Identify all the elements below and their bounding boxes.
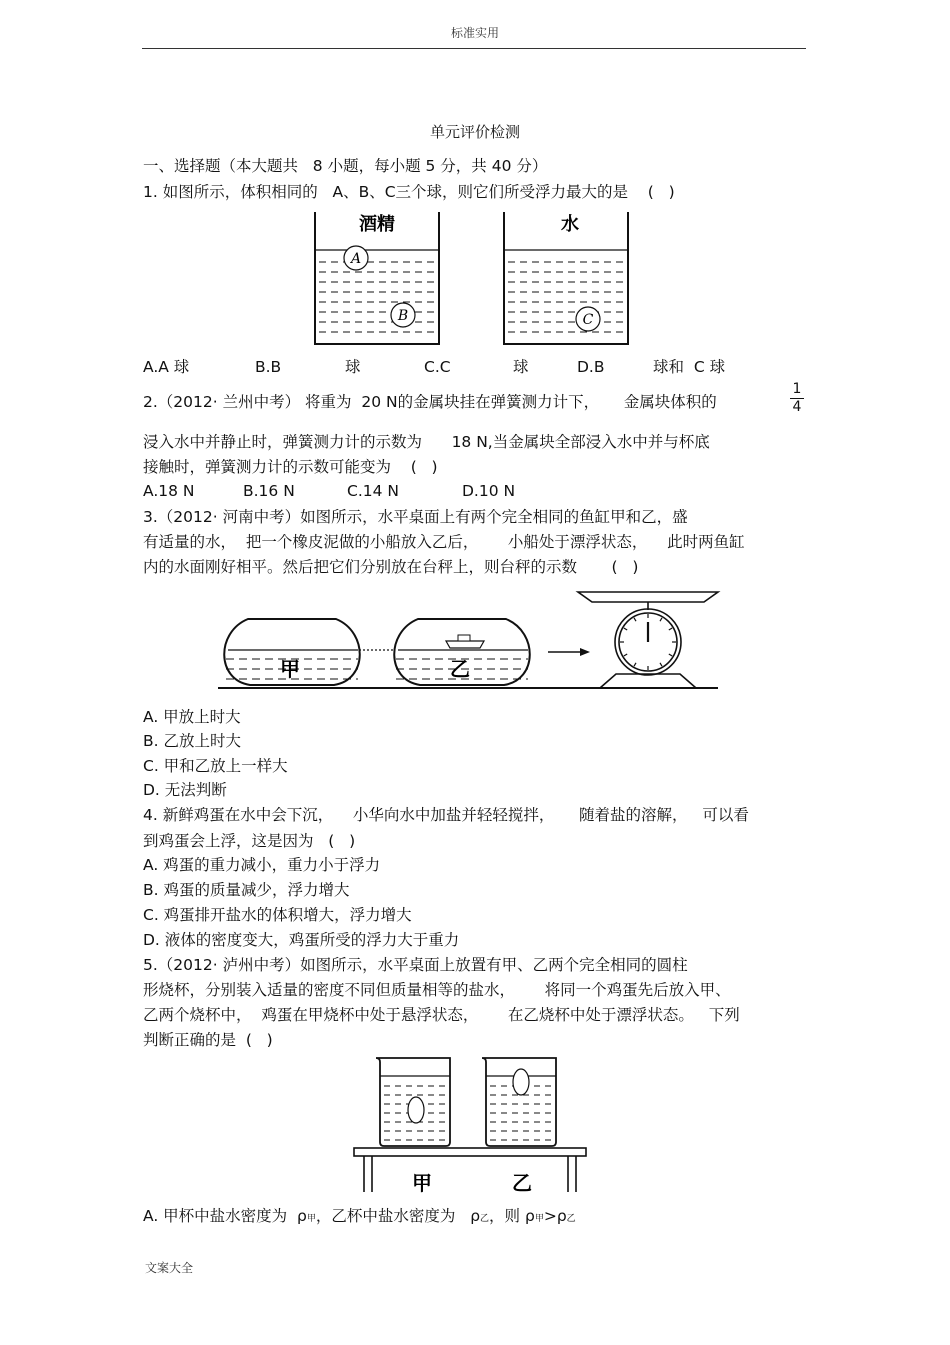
boat	[446, 641, 484, 648]
header-rule	[142, 48, 806, 49]
q1-stem: 1. 如图所示，体积相同的 A、B、C三个球，则它们所受浮力最大的是 ( )	[143, 183, 675, 201]
q2-line-2: 浸入水中并静止时，弹簧测力计的示数为 18 N,当金属块全部浸入水中并与杯底	[143, 433, 710, 451]
q3-option-c: C. 甲和乙放上一样大	[143, 757, 288, 775]
q1-option-a: A.A 球	[143, 358, 190, 376]
q5-option-a	[143, 1206, 576, 1229]
egg-in-jia	[408, 1097, 424, 1123]
fraction-denominator: 4	[792, 399, 802, 415]
fraction-one-quarter	[790, 381, 804, 416]
page-footer: 文案大全	[145, 1261, 194, 1275]
arrow-head	[580, 648, 590, 656]
q5-figure-beakers	[350, 1052, 595, 1197]
q5-opt-a-sub3: 甲	[534, 1214, 544, 1224]
q3-option-a: A. 甲放上时大	[143, 708, 241, 726]
q1-option-c: C.C	[424, 358, 451, 376]
q3-line-3: 内的水面刚好相平。然后把它们分别放在台秤上，则台秤的示数 ( )	[143, 558, 639, 576]
scale-tick	[624, 628, 627, 630]
q5-opt-a-sub1: 甲	[306, 1214, 316, 1224]
scale-tick	[634, 618, 636, 621]
q1-option-b-suffix: 球	[345, 358, 361, 376]
scale-tick	[669, 654, 672, 656]
q3-figure-fish-tanks-and-scale	[218, 588, 723, 693]
q5-opt-a-mid: ，乙杯中盐水密度为 ρ	[315, 1207, 481, 1225]
q1-option-d: D.B	[577, 358, 605, 376]
scale-tick	[660, 618, 662, 621]
q3-option-d: D. 无法判断	[143, 781, 227, 799]
ball-c-label: C	[582, 312, 594, 328]
q4-option-c: C. 鸡蛋排开盐水的体积增大，浮力增大	[143, 906, 412, 924]
egg-in-yi	[513, 1069, 529, 1095]
q3-option-b: B. 乙放上时大	[143, 732, 241, 750]
q5-line-1: 5.（2012· 泸州中考）如图所示，水平桌面上放置有甲、乙两个完全相同的圆柱	[143, 956, 688, 974]
q5-opt-a-sub2: 乙	[480, 1214, 490, 1224]
q1-option-c-suffix: 球	[513, 358, 529, 376]
boat-cabin	[458, 635, 470, 641]
q2-option-b: B.16 N	[243, 482, 295, 500]
q3-line-1: 3.（2012· 河南中考）如图所示，水平桌面上有两个完全相同的鱼缸甲和乙，盛	[143, 508, 688, 526]
q5-line-3: 乙两个烧杯中， 鸡蛋在甲烧杯中处于悬浮状态， 在乙烧杯中处于漂浮状态。 下列	[143, 1006, 740, 1024]
q5-opt-a-gt: >ρ	[543, 1207, 567, 1225]
section-heading: 一、选择题（本大题共 8 小题，每小题 5 分，共 40 分）	[143, 157, 548, 175]
ball-b-label: B	[397, 308, 409, 324]
q5-line-2: 形烧杯，分别装入适量的密度不同但质量相等的盐水， 将同一个鸡蛋先后放入甲、	[143, 981, 731, 999]
scale-tick	[669, 628, 672, 630]
q5-line-4: 判断正确的是 ( )	[143, 1031, 273, 1049]
scale-tick	[634, 663, 636, 666]
q4-option-d: D. 液体的密度变大，鸡蛋所受的浮力大于重力	[143, 931, 460, 949]
q1-figure-containers	[300, 208, 640, 348]
beaker-yi-label: 乙	[512, 1171, 532, 1195]
q4-option-b: B. 鸡蛋的质量减少，浮力增大	[143, 881, 350, 899]
q4-line-1: 4. 新鲜鸡蛋在水中会下沉， 小华向水中加盐并轻轻搅拌， 随着盐的溶解， 可以看	[143, 806, 749, 824]
beaker-jia-label: 甲	[412, 1171, 432, 1195]
q2-option-d: D.10 N	[462, 482, 516, 500]
page-title: 单元评价检测	[429, 123, 520, 141]
q5-opt-a-pre: A. 甲杯中盐水密度为 ρ	[143, 1207, 307, 1225]
q5-opt-a-post: ，则 ρ	[489, 1207, 535, 1225]
q2-option-c: C.14 N	[347, 482, 399, 500]
q1-option-b: B.B	[255, 358, 282, 376]
q3-line-2: 有适量的水， 把一个橡皮泥做的小船放入乙后， 小船处于漂浮状态， 此时两鱼缸	[143, 533, 745, 551]
q4-option-a: A. 鸡蛋的重力减小，重力小于浮力	[143, 856, 381, 874]
q1-option-d-suffix: 球和 C 球	[653, 358, 726, 376]
fraction-numerator: 1	[790, 381, 804, 399]
water-label: 水	[561, 214, 579, 235]
scale-tick	[624, 654, 627, 656]
ball-a-label: A	[350, 251, 362, 267]
tank-jia-label: 甲	[280, 657, 300, 681]
page-header: 标准实用	[450, 26, 499, 40]
scale-tick	[660, 663, 662, 666]
q4-line-2: 到鸡蛋会上浮，这是因为 ( )	[143, 832, 356, 850]
table	[354, 1148, 586, 1192]
q5-opt-a-sub4: 乙	[566, 1214, 576, 1224]
q2-line-1: 2.（2012· 兰州中考） 将重为 20 N的金属块挂在弹簧测力计下， 金属块体积的	[143, 393, 717, 411]
alcohol-label: 酒精	[359, 214, 395, 235]
tank-yi-label: 乙	[450, 657, 470, 681]
q2-option-a: A.18 N	[143, 482, 195, 500]
q2-line-3: 接触时，弹簧测力计的示数可能变为 ( )	[143, 458, 438, 476]
